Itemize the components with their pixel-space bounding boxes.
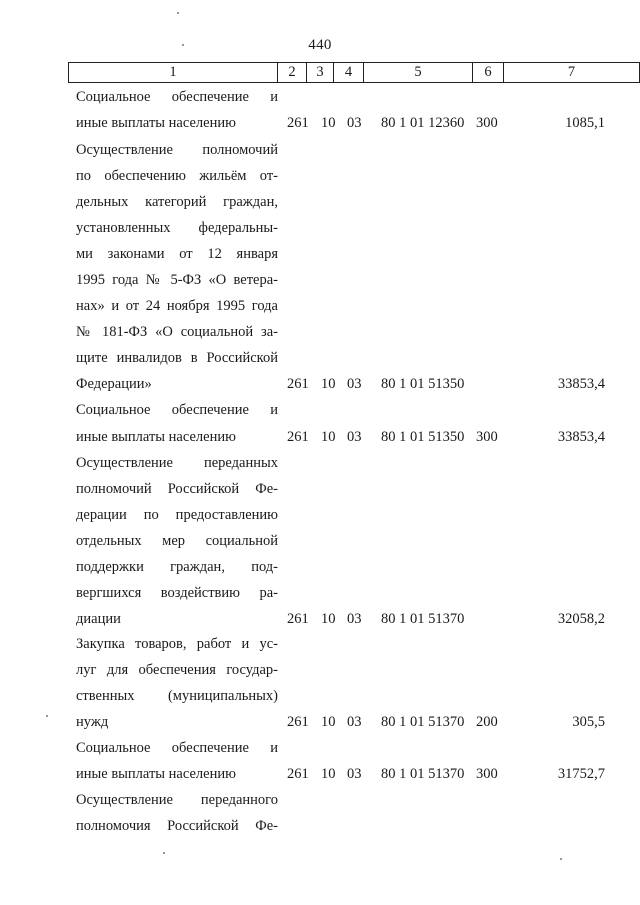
column-header-3: 3 [307, 63, 334, 83]
table-row [0, 371, 640, 398]
desc-line: ми законами от 12 января [76, 246, 278, 262]
cell-code-5: 80 1 01 51350 [381, 429, 465, 445]
cell-code-3: 10 [321, 429, 336, 445]
desc-line: отдельных мер социальной [76, 533, 278, 549]
desc-line: иные выплаты населению [76, 766, 236, 782]
cell-code-4: 03 [347, 611, 362, 627]
cell-code-3: 10 [321, 714, 336, 730]
cell-code-2: 261 [287, 714, 309, 730]
desc-line: дерации по предоставлению [76, 507, 278, 523]
desc-line: вергшихся воздействию ра- [76, 585, 278, 601]
cell-code-4: 03 [347, 714, 362, 730]
cell-code-6: 300 [476, 766, 498, 782]
scan-speck [46, 715, 48, 717]
cell-amount: 305,5 [572, 714, 605, 730]
desc-line: полномочия Российской Фе- [76, 818, 278, 834]
desc-line: поддержки граждан, под- [76, 559, 278, 575]
cell-code-2: 261 [287, 115, 309, 131]
desc-line: щите инвалидов в Российской [76, 350, 278, 366]
desc-line: ственных (муниципальных) [76, 688, 278, 704]
column-header-table [68, 62, 640, 83]
cell-code-2: 261 [287, 429, 309, 445]
desc-line: иные выплаты населению [76, 429, 236, 445]
cell-code-4: 03 [347, 115, 362, 131]
desc-line: Социальное обеспечение и [76, 740, 278, 756]
table-row [0, 424, 640, 451]
cell-code-4: 03 [347, 376, 362, 392]
desc-line: Осуществление полномочий [76, 142, 278, 158]
desc-line: Осуществление переданного [76, 792, 278, 808]
column-header-1: 1 [69, 63, 278, 83]
cell-amount: 1085,1 [565, 115, 605, 131]
cell-code-4: 03 [347, 429, 362, 445]
scan-speck [182, 44, 184, 46]
cell-code-5: 80 1 01 51370 [381, 766, 465, 782]
cell-code-3: 10 [321, 611, 336, 627]
cell-amount: 32058,2 [557, 611, 605, 627]
column-header-4: 4 [334, 63, 364, 83]
desc-line: по обеспечению жильём от- [76, 168, 278, 184]
table-row [0, 110, 640, 137]
cell-code-5: 80 1 01 51350 [381, 376, 465, 392]
desc-line: дельных категорий граждан, [76, 194, 278, 210]
cell-code-2: 261 [287, 766, 309, 782]
cell-code-6: 300 [476, 115, 498, 131]
cell-code-2: 261 [287, 376, 309, 392]
desc-line: нах» и от 24 ноября 1995 года [76, 298, 278, 314]
desc-line: Федерации» [76, 376, 152, 392]
scan-speck [163, 852, 165, 854]
column-header-7: 7 [504, 63, 640, 83]
cell-code-5: 80 1 01 12360 [381, 115, 465, 131]
column-header-2: 2 [278, 63, 307, 83]
desc-line: иные выплаты населению [76, 115, 236, 131]
column-header-row [69, 63, 640, 83]
table-row [0, 606, 640, 633]
cell-code-4: 03 [347, 766, 362, 782]
cell-amount: 33853,4 [557, 376, 605, 392]
desc-line: Осуществление переданных [76, 455, 278, 471]
cell-code-6: 300 [476, 429, 498, 445]
cell-code-5: 80 1 01 51370 [381, 611, 465, 627]
table-row [0, 709, 640, 736]
cell-code-6: 200 [476, 714, 498, 730]
desc-line: Социальное обеспечение и [76, 402, 278, 418]
table-row [0, 761, 640, 788]
desc-line: Социальное обеспечение и [76, 89, 278, 105]
column-header-6: 6 [473, 63, 504, 83]
desc-line: № 181-ФЗ «О социальной за- [76, 324, 278, 340]
scan-speck [177, 12, 179, 14]
cell-code-2: 261 [287, 611, 309, 627]
cell-code-5: 80 1 01 51370 [381, 714, 465, 730]
scan-speck [560, 858, 562, 860]
page-number: 440 [308, 37, 332, 53]
desc-line: полномочий Российской Фе- [76, 481, 278, 497]
desc-line: луг для обеспечения государ- [76, 662, 278, 678]
cell-code-3: 10 [321, 376, 336, 392]
desc-line: диации [76, 611, 121, 627]
column-header-5: 5 [364, 63, 473, 83]
desc-line: 1995 года № 5-ФЗ «О ветера- [76, 272, 278, 288]
desc-line: нужд [76, 714, 109, 730]
desc-line: установленных федеральны- [76, 220, 278, 236]
cell-amount: 31752,7 [557, 766, 605, 782]
cell-code-3: 10 [321, 115, 336, 131]
desc-line: Закупка товаров, работ и ус- [76, 636, 278, 652]
cell-amount: 33853,4 [557, 429, 605, 445]
cell-code-3: 10 [321, 766, 336, 782]
